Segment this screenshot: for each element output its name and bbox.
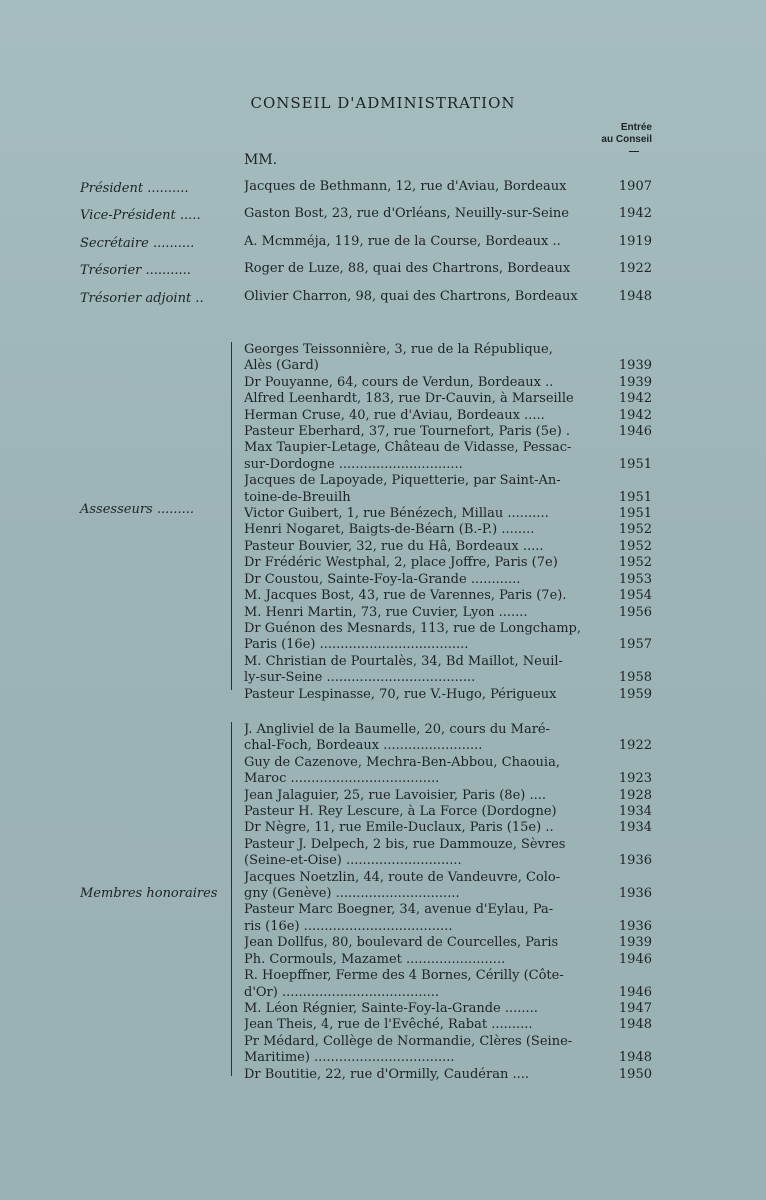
honoraires-year: 1934 [618, 820, 652, 836]
honoraires-text: J. Angliviel de la Baumelle, 20, cours du Maré- [244, 722, 551, 737]
assesseurs-line [244, 637, 652, 653]
honoraires-year: 1923 [618, 771, 652, 787]
assesseurs-year: 1952 [618, 522, 652, 538]
honoraires-text: Jean Theis, 4, rue de l'Evêché, Rabat .......... [244, 1017, 533, 1033]
honoraires-bracket [231, 722, 232, 1076]
assesseurs-year: 1952 [618, 555, 652, 571]
honoraires-line [244, 1050, 652, 1066]
officer-entry [244, 261, 652, 277]
assesseurs-line [244, 572, 652, 588]
assesseurs-year: 1951 [618, 456, 652, 472]
honoraires-year: 1948 [618, 1017, 652, 1033]
officer-role: Trésorier adjoint .. [80, 291, 204, 306]
assesseurs-line [244, 621, 652, 637]
officer-line [244, 289, 652, 305]
honoraires-line [244, 722, 652, 738]
honoraires-line [244, 820, 652, 836]
assesseurs-year: 1942 [618, 391, 652, 407]
honoraires-text: Jean Jalaguier, 25, rue Lavoisier, Paris (8e) .... [244, 787, 546, 803]
honoraires-line [244, 886, 652, 902]
entree-dash: — [629, 146, 639, 157]
honoraires-text: ris (16e) .................................... [244, 918, 453, 934]
honoraires-line [244, 755, 652, 771]
officer-role: Secrétaire .......... [80, 236, 195, 251]
assesseurs-line [244, 605, 652, 621]
honoraires-text: Guy de Cazenove, Mechra-Ben-Abbou, Chaouia, [244, 754, 560, 770]
honoraires-text: M. Léon Régnier, Sainte-Foy-la-Grande ........ [244, 1000, 538, 1016]
officer-role: Trésorier ........... [80, 263, 191, 278]
assesseurs-text: Dr Guénon des Mesnards, 113, rue de Longchamp, [244, 620, 581, 636]
assesseurs-line [244, 687, 652, 703]
assesseurs-text: Pasteur Bouvier, 32, rue du Hâ, Bordeaux ..... [244, 538, 544, 554]
honoraires-line [244, 1067, 652, 1083]
honoraires-text: R. Hoepffner, Ferme des 4 Bornes, Cérilly (Côte- [244, 968, 564, 984]
assesseurs-line [244, 539, 652, 555]
honoraires-text: Ph. Cormouls, Mazamet ........................ [244, 951, 506, 967]
assesseurs-text: toine-de-Breuilh [244, 489, 351, 505]
honoraires-year: 1936 [618, 918, 652, 934]
honoraires-line [244, 788, 652, 804]
assesseurs-text: Georges Teissonnière, 3, rue de la République, [244, 342, 553, 357]
assesseurs-line [244, 457, 652, 473]
honoraires-text: (Seine-et-Oise) ............................ [244, 853, 462, 869]
honoraires-year: 1936 [618, 886, 652, 902]
officer-text: Gaston Bost, 23, rue d'Orléans, Neuilly-sur-Seine [244, 206, 569, 221]
assesseurs-line [244, 440, 652, 456]
officer-text: Olivier Charron, 98, quai des Chartrons, Bordeaux [244, 289, 578, 304]
honoraires-text: Pasteur Marc Boegner, 34, avenue d'Eylau, Pa- [244, 902, 554, 918]
officer-role: Président .......... [80, 181, 189, 196]
officer-role: Vice-Président ..... [80, 208, 201, 223]
assesseurs-text: Herman Cruse, 40, rue d'Aviau, Bordeaux ..... [244, 407, 545, 423]
officer-year: 1942 [618, 206, 652, 221]
assesseurs-bracket [231, 342, 232, 690]
assesseurs-line [244, 588, 652, 604]
officer-year: 1922 [618, 261, 652, 276]
honoraires-line [244, 935, 652, 951]
entree-column-header [576, 122, 652, 158]
entree-sublabel: au Conseil [601, 134, 652, 145]
honoraires-text: Dr Boutitie, 22, rue d'Ormilly, Caudéran .... [244, 1066, 529, 1082]
assesseurs-text: Dr Coustou, Sainte-Foy-la-Grande ............ [244, 571, 521, 587]
assesseurs-text: Paris (16e) .................................... [244, 637, 469, 653]
officer-year: 1919 [618, 234, 652, 249]
role-honoraires: Membres honoraires [80, 886, 218, 901]
honoraires-line [244, 837, 652, 853]
officer-entry [244, 234, 652, 250]
officer-entry [244, 289, 652, 305]
honoraires-text: Jean Dollfus, 80, boulevard de Courcelles, Paris [244, 935, 559, 951]
assesseurs-text: M. Christian de Pourtalès, 34, Bd Maillot, Neuil- [244, 653, 563, 669]
honoraires-year: 1946 [618, 984, 652, 1000]
honoraires-line [244, 870, 652, 886]
assesseurs-year: 1939 [618, 374, 652, 390]
honoraires-text: Maroc .................................... [244, 771, 440, 787]
honoraires-text: Pasteur J. Delpech, 2 bis, rue Dammouze, Sèvres [244, 836, 566, 852]
officer-year: 1907 [618, 179, 652, 194]
assesseurs-year: 1952 [618, 538, 652, 554]
assesseurs-line [244, 375, 652, 391]
assesseurs-text: Alfred Leenhardt, 183, rue Dr-Cauvin, à Marseille [244, 391, 574, 407]
assesseurs-line [244, 408, 652, 424]
officer-entry [244, 179, 652, 195]
honoraires-text: Maritime) .................................. [244, 1050, 455, 1066]
assesseurs-year: 1946 [618, 424, 652, 440]
assesseurs-list [244, 342, 652, 703]
assesseurs-year: 1942 [618, 407, 652, 423]
honoraires-year: 1947 [618, 1000, 652, 1016]
assesseurs-text: Dr Pouyanne, 64, cours de Verdun, Bordeaux .. [244, 374, 554, 390]
honoraires-text: d'Or) ...................................... [244, 984, 439, 1000]
honoraires-year: 1950 [618, 1066, 652, 1082]
assesseurs-text: Dr Frédéric Westphal, 2, place Joffre, Paris (7e) [244, 555, 558, 571]
officer-line [244, 179, 652, 195]
assesseurs-line [244, 506, 652, 522]
honoraires-text: Dr Nègre, 11, rue Emile-Duclaux, Paris (15e) .. [244, 820, 554, 836]
honoraires-line [244, 1001, 652, 1017]
assesseurs-text: Pasteur Eberhard, 37, rue Tournefort, Paris (5e) . [244, 424, 571, 440]
assesseurs-line [244, 391, 652, 407]
assesseurs-text: sur-Dordogne .............................. [244, 456, 463, 472]
assesseurs-text: Alès (Gard) [244, 358, 319, 374]
honoraires-line [244, 952, 652, 968]
salutation: MM. [244, 152, 278, 168]
honoraires-year: 1939 [618, 935, 652, 951]
honoraires-year: 1928 [618, 787, 652, 803]
honoraires-text: gny (Genève) .............................. [244, 886, 460, 902]
honoraires-year: 1948 [618, 1050, 652, 1066]
officer-text: Jacques de Bethmann, 12, rue d'Aviau, Bordeaux [244, 179, 567, 194]
assesseurs-line [244, 555, 652, 571]
honoraires-list [244, 722, 652, 1083]
assesseurs-line [244, 358, 652, 374]
assesseurs-year: 1959 [618, 686, 652, 702]
assesseurs-year: 1958 [618, 670, 652, 686]
officer-entry [244, 206, 652, 222]
assesseurs-line [244, 342, 652, 358]
honoraires-line [244, 968, 652, 984]
assesseurs-text: M. Henri Martin, 73, rue Cuvier, Lyon ....... [244, 604, 528, 620]
honoraires-line [244, 902, 652, 918]
honoraires-year: 1934 [618, 804, 652, 820]
honoraires-line [244, 985, 652, 1001]
assesseurs-text: Jacques de Lapoyade, Piquetterie, par Saint-An- [244, 473, 561, 489]
assesseurs-year: 1957 [618, 637, 652, 653]
honoraires-line [244, 919, 652, 935]
honoraires-line [244, 738, 652, 754]
honoraires-line [244, 804, 652, 820]
honoraires-year: 1936 [618, 853, 652, 869]
honoraires-line [244, 1034, 652, 1050]
assesseurs-text: Henri Nogaret, Baigts-de-Béarn (B.-P.) ........ [244, 522, 535, 538]
officer-line [244, 261, 652, 277]
honoraires-text: Jacques Noetzlin, 44, route de Vandeuvre, Colo- [244, 869, 561, 885]
officer-line [244, 234, 652, 250]
assesseurs-year: 1956 [618, 604, 652, 620]
assesseurs-year: 1939 [618, 358, 652, 374]
honoraires-text: Pr Médard, Collège de Normandie, Clères (Seine- [244, 1033, 573, 1049]
assesseurs-text: Max Taupier-Letage, Château de Vidasse, Pessac- [244, 440, 572, 456]
honoraires-text: chal-Foch, Bordeaux ........................ [244, 738, 483, 754]
assesseurs-line [244, 654, 652, 670]
honoraires-year: 1922 [618, 738, 652, 754]
assesseurs-text: Victor Guibert, 1, rue Bénézech, Millau .......... [244, 506, 549, 522]
assesseurs-year: 1953 [618, 571, 652, 587]
assesseurs-text: M. Jacques Bost, 43, rue de Varennes, Paris (7e). [244, 588, 567, 604]
role-assesseurs: Assesseurs ......... [80, 502, 195, 517]
officer-text: A. Mcmméja, 119, rue de la Course, Bordeaux .. [244, 234, 561, 249]
honoraires-line [244, 1017, 652, 1033]
entree-label: Entrée [620, 122, 652, 133]
officer-year: 1948 [618, 289, 652, 304]
assesseurs-year: 1954 [618, 588, 652, 604]
page-title: CONSEIL D'ADMINISTRATION [250, 94, 516, 112]
assesseurs-line [244, 522, 652, 538]
assesseurs-line [244, 424, 652, 440]
honoraires-line [244, 771, 652, 787]
assesseurs-year: 1951 [618, 489, 652, 505]
officer-text: Roger de Luze, 88, quai des Chartrons, Bordeaux [244, 261, 571, 276]
honoraires-text: Pasteur H. Rey Lescure, à La Force (Dordogne) [244, 804, 557, 820]
assesseurs-line [244, 490, 652, 506]
assesseurs-text: ly-sur-Seine .................................... [244, 670, 476, 686]
honoraires-year: 1946 [618, 951, 652, 967]
officer-line [244, 206, 652, 222]
assesseurs-line [244, 670, 652, 686]
assesseurs-line [244, 473, 652, 489]
honoraires-line [244, 853, 652, 869]
assesseurs-text: Pasteur Lespinasse, 70, rue V.-Hugo, Périgueux [244, 686, 557, 702]
assesseurs-year: 1951 [618, 506, 652, 522]
